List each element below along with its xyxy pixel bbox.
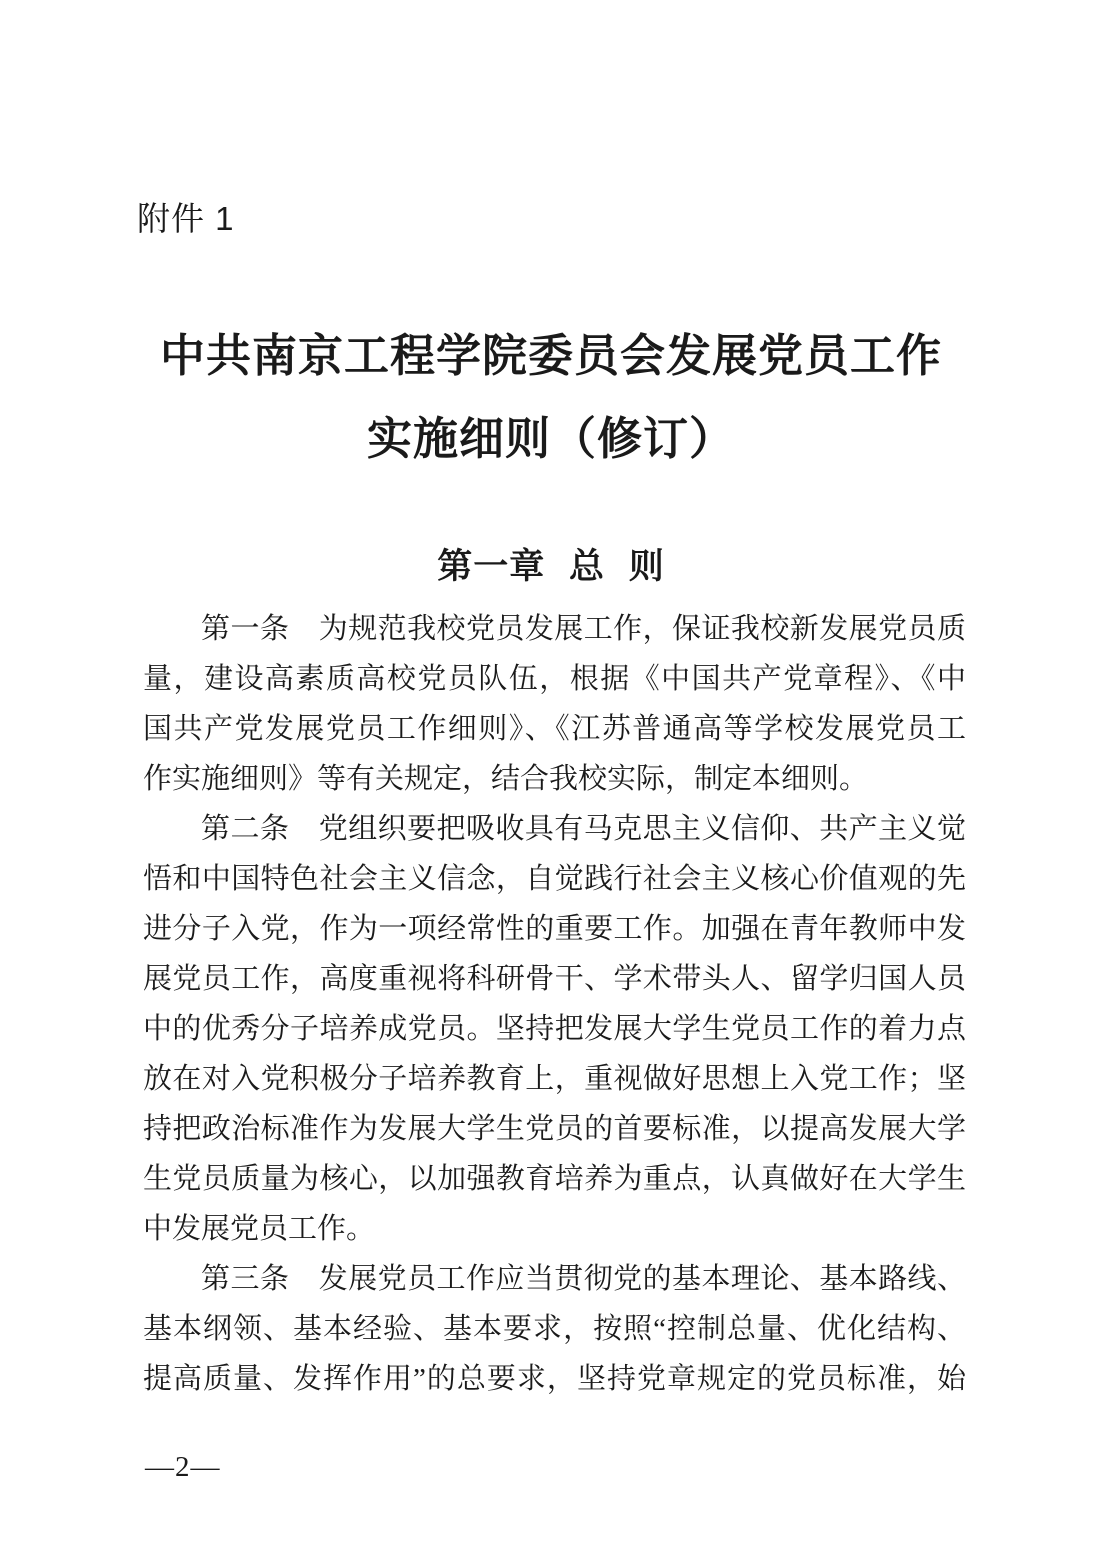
body-line: 基本纲领、基本经验、基本要求，按照“控制总量、优化结构、 <box>143 1313 966 1345</box>
body-line: 生党员质量为核心，以加强教育培养为重点，认真做好在大学生 <box>143 1163 966 1195</box>
paragraph-article-3 <box>143 1254 966 1404</box>
body-line: 第二条 党组织要把吸收具有马克思主义信仰、共产主义觉 <box>201 813 966 845</box>
document-title-line2: 实施细则（修订） <box>366 414 735 464</box>
body-line: 第三条 发展党员工作应当贯彻党的基本理论、基本路线、 <box>201 1263 966 1295</box>
body-line: 量，建设高素质高校党员队伍，根据《中国共产党章程》、《中 <box>143 663 966 695</box>
attachment-label: 附件 1 <box>137 200 235 237</box>
document-title-line1: 中共南京工程学院委员会发展党员工作 <box>159 331 942 381</box>
paragraph-article-2 <box>143 804 966 1254</box>
paragraph-article-1 <box>143 604 966 804</box>
body-line: 中发展党员工作。 <box>143 1213 376 1245</box>
body-line: 放在对入党积极分子培养教育上，重视做好思想上入党工作；坚 <box>143 1063 966 1095</box>
body-line: 提高质量、发挥作用”的总要求，坚持党章规定的党员标准，始 <box>143 1363 966 1395</box>
body-line: 中的优秀分子培养成党员。坚持把发展大学生党员工作的着力点 <box>143 1013 966 1045</box>
chapter-heading: 第一章 总 则 <box>437 547 665 586</box>
page-number: —2— <box>145 1451 221 1483</box>
body-line: 进分子入党，作为一项经常性的重要工作。加强在青年教师中发 <box>143 913 966 945</box>
body-line: 悟和中国特色社会主义信念，自觉践行社会主义核心价值观的先 <box>143 863 966 895</box>
body-line: 展党员工作，高度重视将科研骨干、学术带头人、留学归国人员 <box>143 963 966 995</box>
body-line: 国共产党发展党员工作细则》、《江苏普通高等学校发展党员工 <box>143 713 966 745</box>
body-line: 持把政治标准作为发展大学生党员的首要标准，以提高发展大学 <box>143 1113 966 1145</box>
body-line: 作实施细则》等有关规定，结合我校实际，制定本细则。 <box>143 763 869 795</box>
document-body <box>143 604 966 1404</box>
body-line: 第一条 为规范我校党员发展工作，保证我校新发展党员质 <box>201 613 966 645</box>
